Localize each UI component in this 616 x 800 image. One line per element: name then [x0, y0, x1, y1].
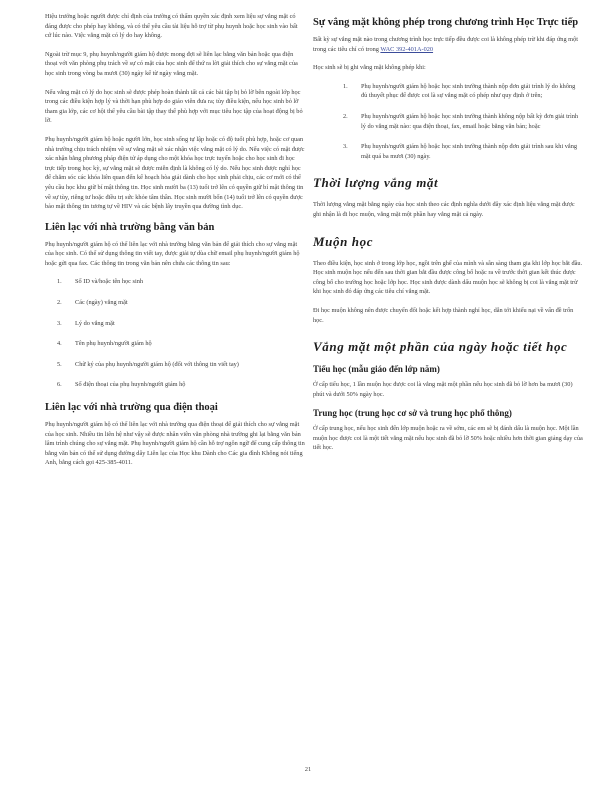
wac-link[interactable]: WAC 392-401A-020	[380, 45, 434, 53]
left-column	[45, 12, 305, 477]
list-item: 6. Số điện thoại của phụ huynh/người giám hộ	[57, 381, 186, 389]
page-number: 21	[304, 766, 312, 773]
written-requirements-list	[45, 277, 305, 390]
list-item: 1. Phụ huynh/người giám hộ hoặc học sinh trường thành nộp đơn giải trình lý do không đủ thuyết phục để được coi là sự vắng mặt có phép như quy định ở trên;	[343, 82, 576, 100]
list-item: 3. Phụ huynh/người giám hộ hoặc học sinh trường thành nộp đơn giải trình sau khi vắng mặt quá ba mươi (30) ngày.	[343, 143, 578, 160]
heading-secondary: Trung học (trung học cơ sở và trung học phổ thông)	[313, 408, 512, 419]
paragraph-absence-duration: Thời lượng vắng mặt bằng ngày của học sinh theo các định nghĩa dưới đây xác định liệu vắng mặt được ghi nhận là đi học muộn, vắng mặt một phần hay vắng mặt cả ngày.	[313, 201, 575, 218]
paragraph-principal-authority: Hiệu trưởng hoặc người được chỉ định của trường có thẩm quyền xác định xem liệu sự vắng mặt có đáng được cho phép hay không, và có thể yêu cầu tài liệu hỗ trợ từ phụ huynh hoặc học sinh vào bất cứ lúc nào. Việc vắng mặt có lý do hay không.	[45, 13, 298, 40]
list-item: 5. Chữ ký của phụ huynh/người giám hộ (đối với thông tin viết tay)	[57, 360, 239, 368]
unexcused-conditions-list	[313, 82, 583, 162]
paragraph-written-contact: Phụ huynh/người giám hộ có thể liên lạc với nhà trường bằng văn bản để giải thích cho sự vắng mặt của học sinh. Có thể sử dụng thông tin viết tay, được giải tự dùa chữ email phụ huynh/người giám hộ hoặc gửi qua fax. Các thông tin trong văn bản nên chứa các thông tin sau:	[45, 240, 300, 267]
paragraph-tardy-conversion: Đi học muộn không nên được chuyển đổi hoặc kết hợp thành nghỉ học, dẫn tới khiếu nại về vấn đề trốn học.	[313, 306, 574, 324]
list-item: 3. Lý do vắng mặt	[57, 319, 115, 327]
paragraph-makeup-work: Nếu vắng mặt có lý do học sinh sẽ được phép hoàn thành tất cả các bài tập bị bỏ lỡ bên ngoài lớp học trong các điều kiện hợp lý và thời hạn phù hợp do giáo viên đưa ra; tùy điều kiện, nếu học sinh bỏ lỡ tham gia lớp, các cơ hội thể yêu cầu bài tập thay thế phù hợp với mục tiêu học tập của hoạt động bị bỏ lỡ.	[45, 88, 303, 125]
heading-partial-absence: Vắng mặt một phần của ngày hoặc tiết học	[313, 339, 568, 355]
paragraph-unexcused-when: Học sinh sẽ bị ghi vắng mặt không phép khi:	[313, 64, 426, 72]
list-item: 4. Tên phụ huynh/người giám hộ	[57, 340, 152, 348]
heading-written-contact: Liên lạc với nhà trường bằng văn bản	[45, 221, 215, 233]
heading-phone-contact: Liên lạc với nhà trường qua điện thoại	[45, 402, 218, 414]
list-item: 2. Phụ huynh/người giám hộ hoặc học sinh trường thành không nộp bất kỳ đơn giải trình lý do vắng mặt nào: qua điện thoại, fax, email hoặc bằng văn bản; hoặc	[343, 112, 579, 130]
paragraph-notification-deadline: Ngoài trừ mục 9, phụ huynh/người giám hộ được mong đợi sẽ liên lạc bằng văn bản hoặc qua điện thoại với văn phòng phụ trách về sự có mặt của học sinh để thứ ra lời giải thích cho sự vắng mặt của học sinh trong vòng ba mươi (30) ngày kể từ ngày vắng mặt.	[45, 50, 298, 77]
paragraph-secondary: Ở cấp trung học, nếu học sinh đến lớp muộn hoặc ra về sớm, các em sẽ bị đánh dấu là muộn học. Một lần muộn học được coi là một tiết vắng mặt nếu học sinh đã bỏ lỡ 50% hoặc nhiều hơn thời gian giảng dạy của tiết học.	[313, 425, 583, 452]
paragraph-verification: Phụ huynh/người giám hộ hoặc người lớn, học sinh sống tự lập hoặc có độ tuổi phù hợp, hoặc cơ quan nhà trường chịu trách nhiệm về sự vắng mặt sẽ xác nhận việc vắng mặt có lý do. Nếu việc có mặt được xác nhận bằng phương pháp điện tử áp dụng cho một khóa học trực tuyến hoặc cho học sinh đi học trực tiếp trong học kỳ, sự vắng mặt sẽ được miễn định là không có lý do. Nếu học sinh được nghỉ học để chăm sóc các khóa liên quan đến kế hoạch hòa giải dành cho học sinh phải chịu, các cơ mới có thể yêu cầu học khu giữ bí mật thông tin. Học sinh mười ba (13) tuổi trở lên có quyền giữ bí mật thông tin về sự tùy, riêng tư hoặc điều trị sức khỏe tâm thần. Học sinh mười bốn (14) tuổi trở lên có quyền được bảo mật thông tin tương tự về HIV và các bệnh lây truyền qua đường tình dục.	[45, 135, 305, 211]
heading-unexcused-online: Sự vắng mặt không phép trong chương trình Học Trực tiếp	[313, 17, 579, 28]
right-column	[313, 12, 583, 462]
paragraph-elementary: Ở cấp tiểu học, 1 lần muộn học được coi là vắng mặt một phần nếu học sinh đã bỏ lỡ hơn ba mươi (30) phút và dưới 50% ngày học.	[313, 381, 573, 398]
heading-elementary: Tiểu học (mẫu giáo đến lớp năm)	[313, 364, 440, 375]
list-item: 1. Số ID và/hoặc tên học sinh	[57, 278, 144, 286]
paragraph-tardy-definition: Theo điều kiện, học sinh ở trong lớp học, ngồi trên ghế của mình và sẵn sàng tham gia khi lớp học bắt đầu. Học sinh muộn học nếu đến sau thời gian bắt đầu được công bố hoặc ra về trước thời gian kết thúc được công bố cho trường học hoặc lớp học. Học sinh được dành dấu muộn học sẽ không bị coi là vắng mặt trừ khi học sinh đó đáp ứng các tiêu chí vắng mặt.	[313, 259, 583, 296]
paragraph-phone-contact: Phụ huynh/người giám hộ có thể liên lạc với nhà trường qua điện thoại để giải thích cho sự vắng mặt của học sinh. Nhiều tin liên hệ như vậy sẽ được nhân viên văn phòng nhà trường ghi lại bằng văn bản lâm trình chúng cho sự vắng mặt. Phụ huynh/người giám hộ cần hỗ trợ ngôn ngữ để cung cấp thông tin bằng văn bản có thể sử dụng đường dây Liên lạc của Học khu Dành cho Các gia đình Không nói tiếng Anh, bằng cách gọi 425-385-4011.	[45, 421, 305, 467]
heading-absence-duration: Thời lượng vắng mặt	[313, 175, 439, 191]
paragraph-unexcused-criteria: Bất kỳ sự vắng mặt nào trong chương trình học trực tiếp đều được coi là không phép trừ khi đáp ứng một trong các tiêu chí có trong WAC 392-401A-020	[313, 36, 578, 53]
heading-tardy: Muộn học	[313, 233, 374, 249]
list-item: 2. Các (ngày) vắng mặt	[57, 299, 128, 307]
